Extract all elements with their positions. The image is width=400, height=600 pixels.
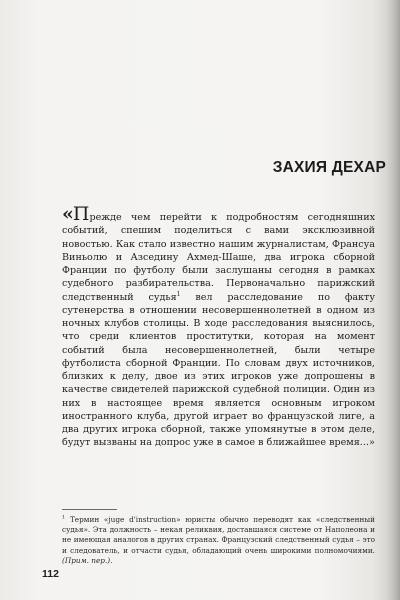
translator-note: (Прим. пер.) — [62, 555, 111, 565]
opening-quote-mark: « — [62, 203, 73, 225]
footnote-end: . — [110, 555, 113, 565]
footnote-text: Термин «juge d'instruction» юристы обычно переводят как «следственный судья». Эта должность – некая реликвия, доставшаяся системе от Наполеона и не имеющая аналогов в других странах. Французский следственный судья – это и следователь, и отчасти судья, обладающий очень широкими полномочиями. — [62, 515, 375, 555]
page-number: 112 — [42, 568, 59, 580]
footnote-divider — [62, 509, 117, 510]
initial-letter: П — [72, 203, 90, 225]
footnote — [62, 515, 375, 566]
page-edge-shadow — [386, 0, 400, 600]
chapter-title: ЗАХИЯ ДЕХАР — [272, 159, 386, 176]
footnote-marker: 1 — [62, 514, 66, 521]
main-quote-paragraph — [62, 203, 375, 450]
body-text-part-1: режде чем перейти к подробностям сегодняшних событий, спешим поделиться с вами эксклюзивной новостью. Как стало известно нашим журналистам, Франсуа Виньолю и Азседину Ахмед-Шаше, два игрока сборной Франции по футболу были заслушаны сегодня в рамках судебного разбирательства. Первоначально парижский следственный судья — [62, 212, 375, 303]
footnote-reference[interactable]: 1 — [176, 290, 181, 298]
body-text-part-2: вел расследование по факту сутенерства в отношении несовершеннолетней в одном из ночных клубов столицы. В ходе расследования выяснилось, что среди клиентов проститутки, которая на момент событий была несовершеннолетней, были четыре футболиста сборной Франции. По словам двух источников, близких к делу, двое из этих игроков уже допрошены в качестве свидетелей парижской судебной полиции. Один из них в настоящее время является основным игроком иностранного клуба, другой играет во французской лиге, а два других игрока сборной, также упомянутые в этом деле, будут вызваны на допрос уже в самое в ближайшее время...» — [62, 291, 375, 449]
